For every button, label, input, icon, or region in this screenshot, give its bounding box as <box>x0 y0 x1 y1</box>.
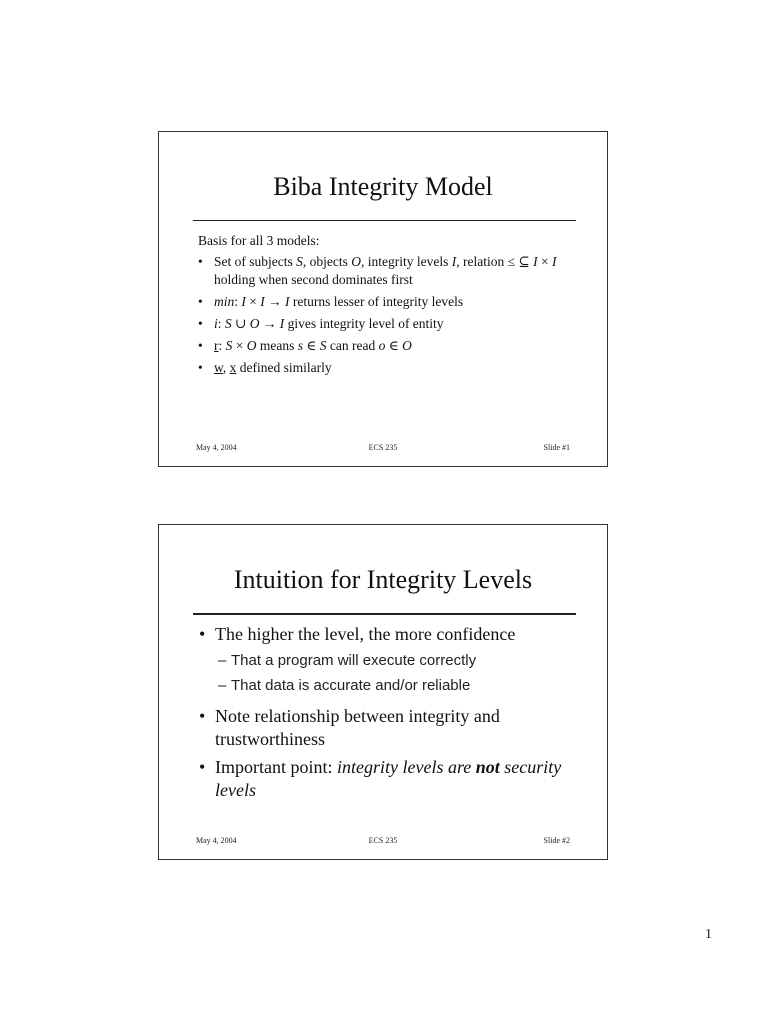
bullet-item: • w, x defined similarly <box>198 360 332 375</box>
sub-bullet-item: – That data is accurate and/or reliable <box>218 677 471 694</box>
footer-date: May 4, 2004 <box>196 443 237 452</box>
bullet-marker: • <box>199 624 206 644</box>
bullet-marker: • <box>198 254 203 269</box>
bullet-marker: • <box>198 294 203 309</box>
bullet-marker: • <box>199 757 206 777</box>
dash-marker: – <box>218 652 227 669</box>
bullet-item: • Note relationship between integrity and trustworthiness <box>199 706 500 749</box>
footer-date: May 4, 2004 <box>196 836 237 845</box>
bullet-item: • r: S × O means s ∈ S can read o ∈ O <box>198 338 412 353</box>
slide-1 <box>158 131 608 467</box>
bullet-marker: • <box>199 706 206 726</box>
title-divider <box>193 613 576 615</box>
slide-body <box>198 232 578 381</box>
bullet-marker: • <box>198 316 203 331</box>
footer-slide-number: Slide #2 <box>543 836 570 845</box>
title-divider <box>193 220 576 221</box>
bullet-marker: • <box>198 360 203 375</box>
bullet-item: • The higher the level, the more confidence <box>199 624 516 644</box>
bullet-item: • i: S ∪ O → I gives integrity level of entity <box>198 316 444 331</box>
bullet-marker: • <box>198 338 203 353</box>
footer-course: ECS 235 <box>368 836 398 845</box>
sub-bullet-item: – That a program will execute correctly <box>218 652 477 669</box>
slide-title: Intuition for Integrity Levels <box>233 565 533 594</box>
bullet-item: • Set of subjects S, objects O, integrity levels I, relation ≤ ⊆ I × I holding when second dominates first <box>198 254 557 287</box>
page-number: 1 <box>705 927 712 942</box>
dash-marker: – <box>218 677 227 694</box>
slide-2 <box>158 524 608 860</box>
bullet-item: • min: I × I → I returns lesser of integrity levels <box>198 294 464 309</box>
footer-course: ECS 235 <box>368 443 398 452</box>
bullet-item: • Important point: integrity levels are not security levels <box>199 757 562 800</box>
footer-slide-number: Slide #1 <box>543 443 570 452</box>
slide-title: Biba Integrity Model <box>273 172 493 201</box>
slide-body <box>199 623 579 807</box>
intro-text: Basis for all 3 models: <box>198 233 320 248</box>
